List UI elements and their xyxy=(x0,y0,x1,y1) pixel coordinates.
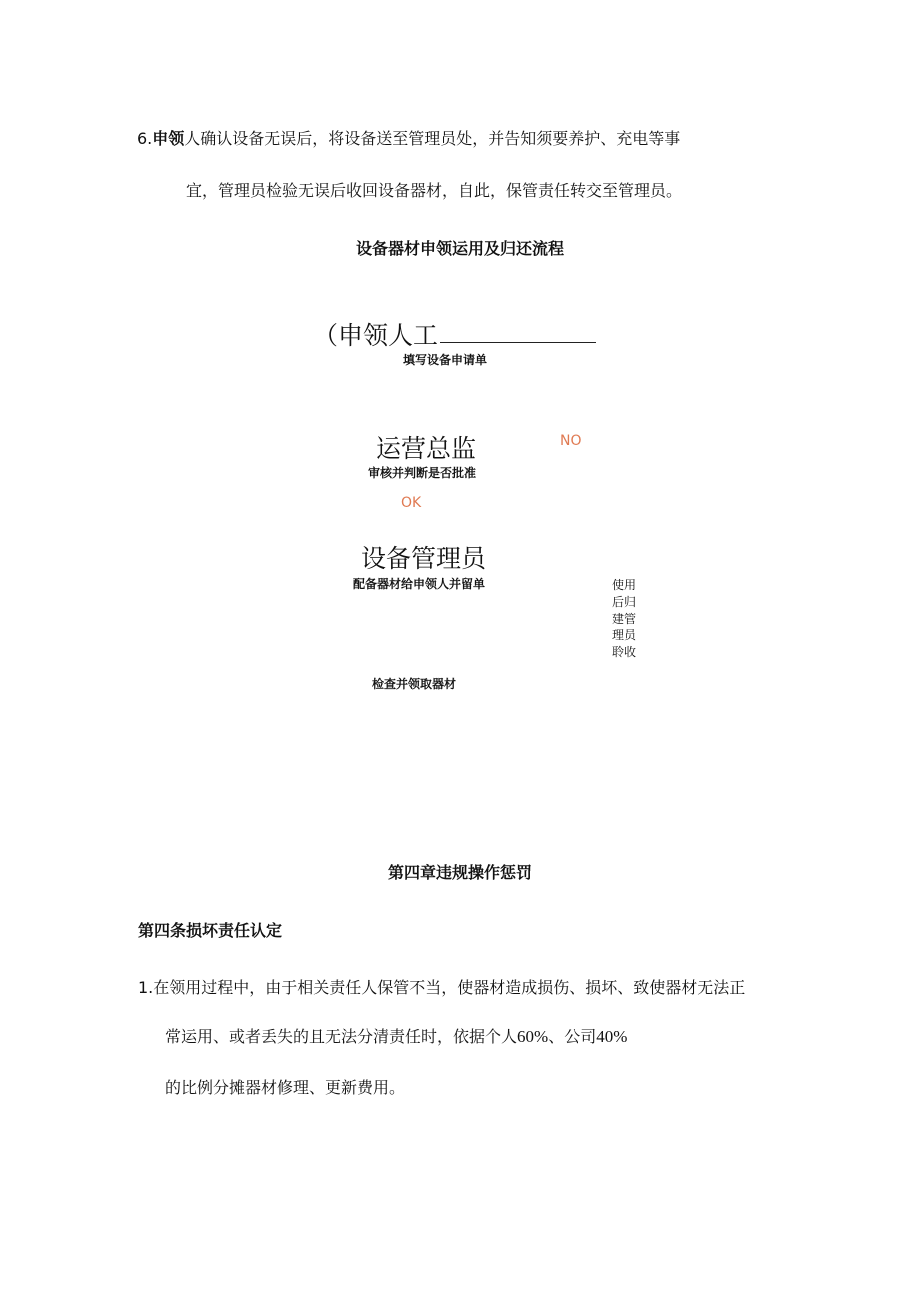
flow-return-note: 使用后归建管理员聆收 xyxy=(612,578,636,660)
paragraph-6-line-2: 宜，管理员检验无误后收回设备器材，自此，保管责任转交至管理员。 xyxy=(186,181,683,200)
flow-node-director-subtitle: 审核并判断是否批准 xyxy=(368,466,477,480)
flow-node-applicant-title: （申领人工 xyxy=(313,321,439,350)
item-1-line-1: 1.在领用过程中，由于相关责任人保管不当，使器材造成损伤、损坏、致使器材无法正 xyxy=(138,978,746,997)
item-1-text-b: 、公司 xyxy=(548,1027,597,1046)
flow-node-applicant-underline xyxy=(440,342,596,343)
item-1-text-a: 常运用、或者丢失的且无法分清责任时，依据个人 xyxy=(165,1027,518,1046)
flow-node-collect-subtitle: 检查并领取器材 xyxy=(372,677,457,691)
flow-node-admin-title: 设备管理员 xyxy=(361,544,487,573)
flow-branch-no-label: NO xyxy=(560,433,582,449)
item-1-line-3: 的比例分摊器材修理、更新费用。 xyxy=(165,1078,406,1097)
flow-node-director-title: 运营总监 xyxy=(376,434,477,463)
item-number: 6. xyxy=(137,129,153,148)
company-percentage: 40% xyxy=(596,1027,628,1046)
chapter-title: 第四章违规操作惩罚 xyxy=(387,863,532,882)
paragraph-6-line-1 xyxy=(137,126,680,149)
flow-node-applicant-subtitle: 填写设备申请单 xyxy=(403,353,488,367)
bold-lead: 申领 xyxy=(152,129,185,148)
paragraph-6-text: 人确认设备无误后，将设备送至管理员处，并告知须要养护、充电等事 xyxy=(184,129,681,148)
flow-node-admin-subtitle: 配备器材给申领人并留单 xyxy=(353,577,486,591)
personal-percentage: 60% xyxy=(517,1027,549,1046)
flow-branch-ok-label: OK xyxy=(401,495,422,511)
article-title: 第四条损坏责任认定 xyxy=(138,921,283,940)
item-1-line-2 xyxy=(165,1024,627,1047)
flowchart-title: 设备器材申领运用及归还流程 xyxy=(355,239,564,258)
